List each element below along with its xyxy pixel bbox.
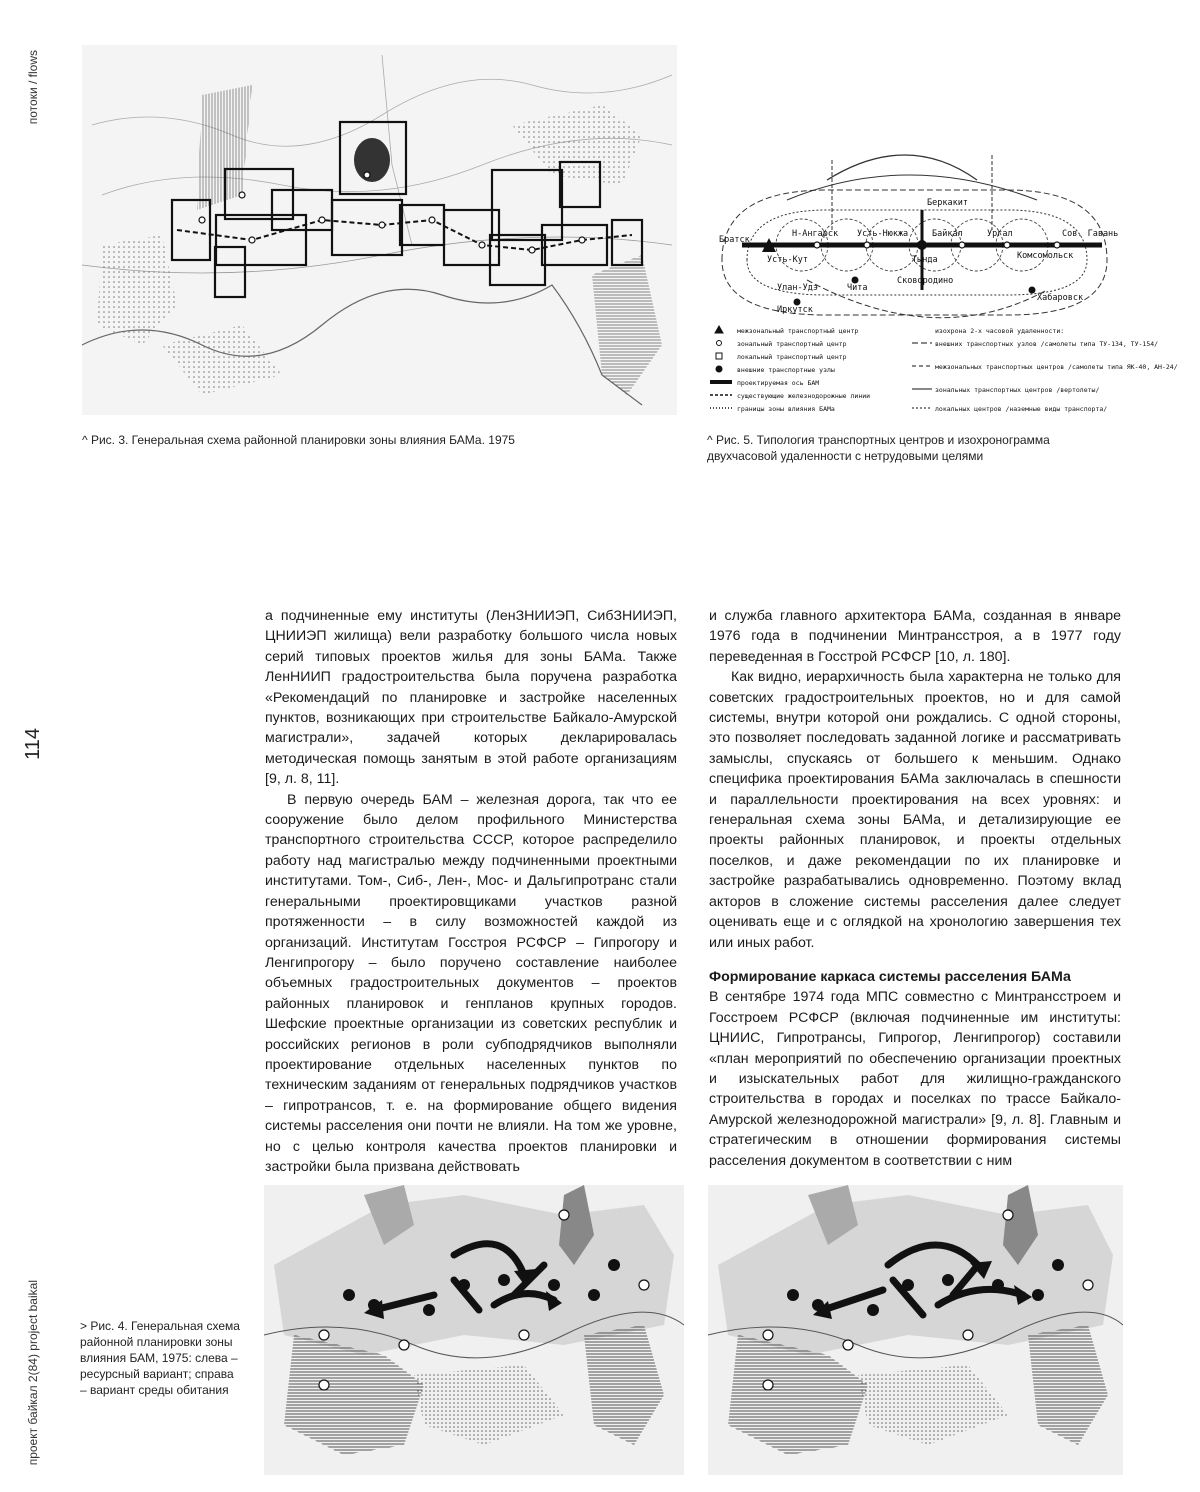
page-number: 114 [22,728,44,760]
fig5-label-ustnyukzha: Усть-Нюкжа [857,229,909,239]
figure-3-map [82,45,677,415]
col2-paragraph-1: и служба главного архитектора БАМа, созданная в январе 1976 года в подчинении Минтрансстроя, а в 1977 году переведенная в Госстрой РСФСР [10, л. 180]. [709,608,1121,665]
text-column-right [709,606,1121,1171]
fig5-legend-right-2: межзональных транспортных центров /самолеты типа ЯК-40, АН-24/ [935,363,1178,371]
col1-paragraph-1: а подчиненные ему институты (ЛенЗНИИЭП, СибЗНИИЭП, ЦНИИЭП жилища) вели разработку большого числа новых серий типовых проектов жилья для зоны БАМа. Также ЛенНИИП градостроительства была поручена разработка «Рекомендаций по планировке и застройке населенных пунктов, возникающих при строительстве Байкало-Амурской магистрали», задачей которых декларировалась методическая помощь занятым в этой работе организациям [9, л. 8, 11]. [265,608,677,788]
col2-paragraph-2: Как видно, иерархичность была характерна не только для советских градостроительных проектов, но и для самой системы, внутри которой они рождались. С одной стороны, это позволяет последовать заданной логике и рассматривать замыслы, спускаясь от большего к меньшим. Однако специфика проектирования БАМа заключалась в спешности и параллельности проектирования на всех уровнях: и генеральная схема зоны БАМа, и детализирующие ее проекты районных планировок, и проекты отдельных поселков, и даже рекомендации по их планировке и застройке разрабатывались одновременно. Поэтому вклад акторов в сложение системы расселения далее следует оценивать еще и с оглядкой на хронологию завершения тех или иных работ. [709,669,1121,951]
fig5-legend-right-4: локальных центров /наземные виды транспорта/ [935,405,1108,413]
fig5-label-chita: Чита [847,283,868,293]
figure-4-right-map [708,1185,1123,1475]
fig5-legend-left-0: межзональный транспортный центр [737,327,859,335]
fig5-legend-left-1: зональный транспортный центр [737,340,847,348]
fig5-label-sovgavan: Сов. Гавань [1062,229,1119,239]
journal-label: проект байкал 2(84) project baikal [26,1280,40,1466]
section-label: потоки / flows [26,50,40,125]
figure-5-caption: ^ Рис. 5. Типология транспортных центров и изохронограмма двухчасовой удаленности с нетрудовыми целями [707,433,1050,463]
text-column-left [265,606,677,1177]
figure-4-caption: > Рис. 4. Генеральная схема районной планировки зоны влияния БАМ, 1975: слева – ресурсный вариант; справа – вариант среды обитания [80,1319,240,1397]
fig5-label-ustkut: Усть-Кут [767,255,808,265]
fig5-legend-left-5: существующие железнодорожные линии [737,392,871,400]
col1-paragraph-2: В первую очередь БАМ – железная дорога, так что ее сооружение было делом профильного Министерства транспортного строительства СССР, которое распределило работу над магистралью между подчиненными проектными институтами. Том-, Сиб-, Лен-, Мос- и Дальгипротранс стали генеральными проектировщиками участков разной протяженности – в силу возможностей каждой из организаций. Институтам Госстроя РСФСР – Гипрогору и Ленгипрогору – было поручено составление наиболее объемных градостроительных документов – проектов районных планировок и генпланов крупных городов. Шефские проектные организации из советских республик и российских регионов в роли субподрядчиков выполняли проектирование отдельных населенных пунктов по техническим заданиям от генеральных подрядчиков участков – гипротрансов, т. е. на формирование общего видения системы расселения они почти не влияли. На том же уровне, но с целью контроля качества проектов планировки и застройки была призвана действовать [265,791,677,1175]
fig5-legend-left-6: границы зоны влияния БАМа [737,405,835,413]
fig5-label-irkutsk: Иркутск [777,305,813,315]
fig5-label-baikal: Байкал [932,229,963,239]
col2-paragraph-3: В сентябре 1974 года МПС совместно с Минтрансстроем и Госстроем РСФСР (включая подчиненные им институты: ЦНИИС, Гипротрансы, Гипрогор, Ленгипрогор) составили «план мероприятий по обеспечению организации проектных и изыскательных работ для жилищно-гражданского строительства в городах и поселках по трассе Байкало-Амурской железнодорожной магистрали» [9, л. 8]. Главным и стратегическим в отношении формирования системы расселения документом в соответствии с ним [709,989,1121,1169]
fig5-label-tynda: Тында [912,255,938,265]
figure-4-left-map [264,1185,684,1475]
fig5-label-urgal: Ургал [987,229,1013,239]
fig5-legend-right-1: внешних транспортных узлов /самолеты типа ТУ-134, ТУ-154/ [935,340,1159,348]
fig5-label-komsomolsk: Комсомольск [1017,251,1074,261]
fig5-legend-left-3: внешние транспортные узлы [737,366,835,374]
fig5-label-berkakit: Беркакит [927,198,968,208]
fig5-label-ulanude: Улан-Удэ [777,283,818,293]
fig5-legend-right-3: зональных транспортных центров /вертолеты/ [935,386,1100,394]
fig5-legend-left-4: проектируемая ось БАМ [737,379,820,387]
fig5-label-nangarsk: Н-Ангарск [792,229,839,239]
fig5-legend-left-2: локальный транспортный центр [737,353,847,361]
fig5-label-khabarovsk: Хабаровск [1037,293,1084,303]
figure-3-caption: ^ Рис. 3. Генеральная схема районной планировки зоны влияния БАМа. 1975 [82,433,515,447]
figure-5-diagram [707,150,1178,420]
fig5-label-bratsk: Братск [719,235,750,245]
section-heading: Формирование каркаса системы расселения БАМа [709,968,1071,985]
fig5-label-skovorodino: Сковородино [897,276,954,286]
fig5-legend-right-0: изохрона 2-х часовой удаленности: [935,327,1065,335]
